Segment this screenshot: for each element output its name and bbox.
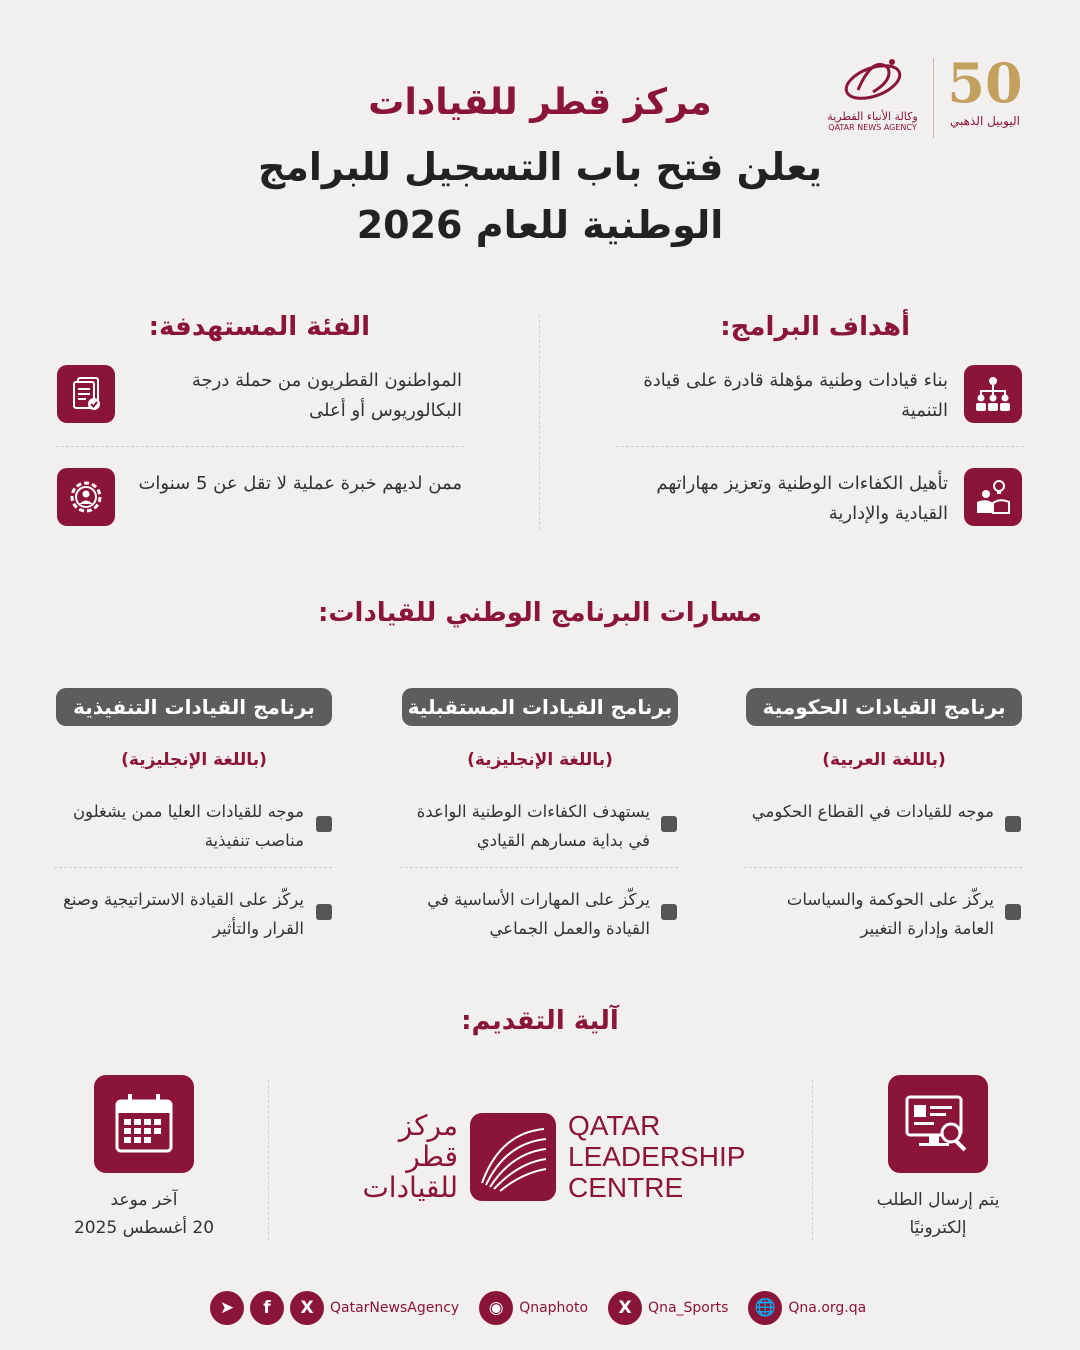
track-1-point-1: موجه للقيادات في القطاع الحكومي (751, 802, 994, 821)
qna-emblem-icon (838, 50, 908, 110)
track-2-divider (400, 867, 678, 868)
instagram-icon[interactable]: ◉ (479, 1291, 513, 1325)
track-2-bullet-1 (661, 816, 677, 832)
goal-icon-box-2 (964, 468, 1022, 526)
instagram-link[interactable]: Qnaphoto (519, 1300, 589, 1316)
calendar-icon-box (94, 1075, 194, 1173)
online-application-icon (903, 1091, 973, 1157)
track-3-bullet-2 (316, 904, 332, 920)
header-line-1: مركز قطر للقيادات (368, 82, 712, 123)
target-icon-box-2 (57, 468, 115, 526)
idea-reader-icon (973, 477, 1013, 517)
centre-emblem-box (470, 1113, 556, 1201)
application-title: آلية التقديم: (461, 1006, 619, 1036)
website-link[interactable]: Qna.org.qa (788, 1300, 867, 1316)
deadline (44, 1186, 244, 1242)
track-2-point-1: يستهدف الكفاءات الوطنية الواعدة في بداية مسارهم القيادي (416, 802, 650, 850)
facebook-icon[interactable]: f (250, 1291, 284, 1325)
jubilee-logo (942, 52, 1028, 142)
sports-link[interactable]: Qna_Sports (648, 1300, 729, 1316)
x-icon[interactable]: X (290, 1291, 324, 1325)
track-3-language: (باللغة الإنجليزية) (121, 750, 267, 770)
track-3-name: برنامج القيادات التنفيذية (56, 688, 332, 726)
goals-title: أهداف البرامج: (720, 312, 910, 342)
centre-logo-arabic (318, 1110, 458, 1203)
target-item-1: المواطنون القطريون من حملة درجة البكالوريوس أو أعلى (191, 370, 462, 421)
target-divider (56, 446, 464, 447)
track-1-language: (باللغة العربية) (822, 750, 946, 770)
track-3-point-1: موجه للقيادات العليا ممن يشغلون مناصب تنفيذية (72, 802, 304, 850)
centre-logo-english (568, 1110, 768, 1203)
track-2-language: (باللغة الإنجليزية) (467, 750, 613, 770)
jubilee-number: 50 (947, 51, 1023, 115)
calendar-icon (111, 1091, 177, 1157)
telegram-icon[interactable]: ➤ (210, 1291, 244, 1325)
centre-ar-line-1: مركز (398, 1109, 458, 1142)
section-divider-vertical (539, 315, 540, 530)
track-3-point-2: يركّز على القيادة الاستراتيجية وصنع القرار والتأثير (63, 890, 304, 938)
goal-item-2: تأهيل الكفاءات الوطنية وتعزيز مهاراتهم القيادية والإدارية (656, 473, 948, 524)
tracks-title: مسارات البرنامج الوطني للقيادات: (318, 598, 762, 628)
deadline-label: آخر موعد (110, 1190, 178, 1210)
track-1-bullet-2 (1005, 904, 1021, 920)
certificate-documents-icon (66, 374, 106, 414)
track-2-bullet-2 (661, 904, 677, 920)
application-divider-right (812, 1080, 813, 1240)
qna-english-name: QATAR NEWS AGENCY (828, 123, 917, 132)
goal-icon-box-1 (964, 365, 1022, 423)
deadline-date: 20 أغسطس 2025 (73, 1218, 215, 1238)
track-3-divider (54, 867, 332, 868)
footer-social (210, 1290, 870, 1326)
goal-item-1: بناء قيادات وطنية مؤهلة قادرة على قيادة التنمية (643, 370, 948, 421)
track-1-point-2: يركّز على الحوكمة والسياسات العامة وإدارة التغيير (786, 890, 994, 938)
centre-en-line-1: QATAR (568, 1110, 661, 1141)
track-1-bullet-1 (1005, 816, 1021, 832)
online-text-line-2: إلكترونيًا (909, 1218, 967, 1238)
track-1-divider (744, 867, 1022, 868)
wing-emblem-icon (470, 1113, 556, 1201)
centre-en-line-3: CENTRE (568, 1172, 684, 1203)
track-1-name: برنامج القيادات الحكومية (746, 688, 1022, 726)
logo-divider (933, 58, 934, 138)
track-2-point-2: يركّز على المهارات الأساسية في القيادة والعمل الجماعي (427, 890, 650, 938)
target-title: الفئة المستهدفة: (148, 312, 370, 342)
target-item-2: ممن لديهم خبرة عملية لا تقل عن 5 سنوات (138, 473, 462, 494)
header-line-3: الوطنية للعام 2026 (356, 203, 724, 247)
jubilee-caption: اليوبيل الذهبي (950, 114, 1020, 128)
qna-arabic-name: وكالة الأنباء القطرية (827, 110, 918, 123)
track-2-name: برنامج القيادات المستقبلية (402, 688, 678, 726)
centre-ar-line-2: قطر (406, 1140, 458, 1173)
goals-divider (616, 446, 1024, 447)
qna-handle-link[interactable]: QatarNewsAgency (330, 1300, 460, 1316)
online-text (858, 1186, 1018, 1242)
x-sports-icon[interactable]: X (608, 1291, 642, 1325)
online-icon-box (888, 1075, 988, 1173)
header-line-2: يعلن فتح باب التسجيل للبرامج (257, 145, 822, 189)
org-chart-icon (973, 374, 1013, 414)
application-divider-left (268, 1080, 269, 1240)
centre-ar-line-3: للقيادات (362, 1171, 458, 1204)
gear-person-icon (66, 477, 106, 517)
online-text-line-1: يتم إرسال الطلب (876, 1190, 1000, 1210)
centre-en-line-2: LEADERSHIP (568, 1141, 746, 1172)
centre-logo (318, 1110, 768, 1210)
track-3-bullet-1 (316, 816, 332, 832)
globe-icon[interactable]: 🌐 (748, 1291, 782, 1325)
target-icon-box-1 (57, 365, 115, 423)
